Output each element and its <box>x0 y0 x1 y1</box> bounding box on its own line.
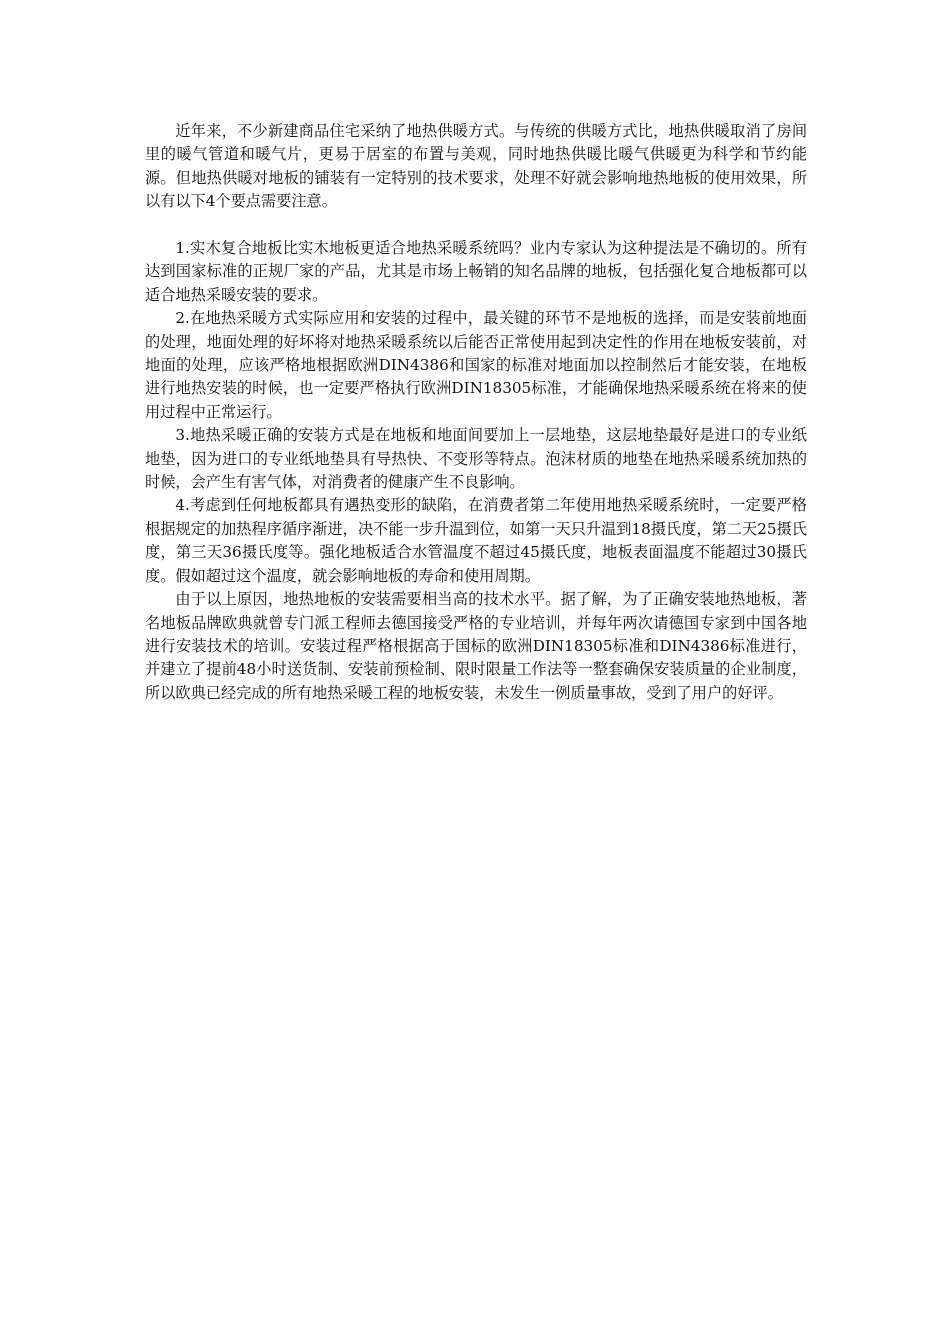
point-1-paragraph: 1.实木复合地板比实木地板更适合地热采暖系统吗？业内专家认为这种提法是不确切的。所有达到国家标准的正规厂家的产品，尤其是市场上畅销的知名品牌的地板，包括强化复合地板都可以适合地热采暖安装的要求。 <box>145 239 807 304</box>
paragraph-spacer <box>145 214 807 237</box>
intro-paragraph: 近年来，不少新建商品住宅采纳了地热供暖方式。与传统的供暖方式比，地热供暖取消了房间里的暖气管道和暖气片，更易于居室的布置与美观，同时地热供暖比暖气供暖更为科学和节约能源。但地热供暖对地板的铺装有一定特别的技术要求，处理不好就会影响地热地板的使用效果，所以有以下4个要点需要注意。 <box>145 122 807 211</box>
conclusion-paragraph: 由于以上原因，地热地板的安装需要相当高的技术水平。据了解，为了正确安装地热地板，著名地板品牌欧典就曾专门派工程师去德国接受严格的专业培训，并每年两次请德国专家到中国各地进行安装技术的培训。安装过程严格根据高于国标的欧洲DIN18305标准和DIN4386标准进行，并建立了提前48小时送货制、安装前预检制、限时限量工作法等一整套确保安装质量的企业制度，所以欧典已经完成的所有地热采暖工程的地板安装，未发生一例质量事故，受到了用户的好评。 <box>145 590 807 702</box>
point-4-paragraph: 4.考虑到任何地板都具有遇热变形的缺陷，在消费者第二年使用地热采暖系统时，一定要严格根据规定的加热程序循序渐进，决不能一步升温到位，如第一天只升温到18摄氏度，第二天25摄氏度，第三天36摄氏度等。强化地板适合水管温度不超过45摄氏度，地板表面温度不能超过30摄氏度。假如超过这个温度，就会影响地板的寿命和使用周期。 <box>145 496 807 585</box>
point-3-paragraph: 3.地热采暖正确的安装方式是在地板和地面间要加上一层地垫，这层地垫最好是进口的专业纸地垫，因为进口的专业纸地垫具有导热快、不变形等特点。泡沫材质的地垫在地热采暖系统加热的时候，会产生有害气体，对消费者的健康产生不良影响。 <box>145 426 807 492</box>
document-body <box>145 120 807 705</box>
point-2-paragraph: 2.在地热采暖方式实际应用和安装的过程中，最关键的环节不是地板的选择，而是安装前地面的处理，地面处理的好坏将对地热采暖系统以后能否正常使用起到决定性的作用在地板安装前，对地面的处理，应该严格地根据欧洲DIN4386和国家的标准对地面加以控制然后才能安装，在地板进行地热安装的时候，也一定要严格执行欧洲DIN18305标准，才能确保地热采暖系统在将来的使用过程中正常运行。 <box>145 309 807 421</box>
